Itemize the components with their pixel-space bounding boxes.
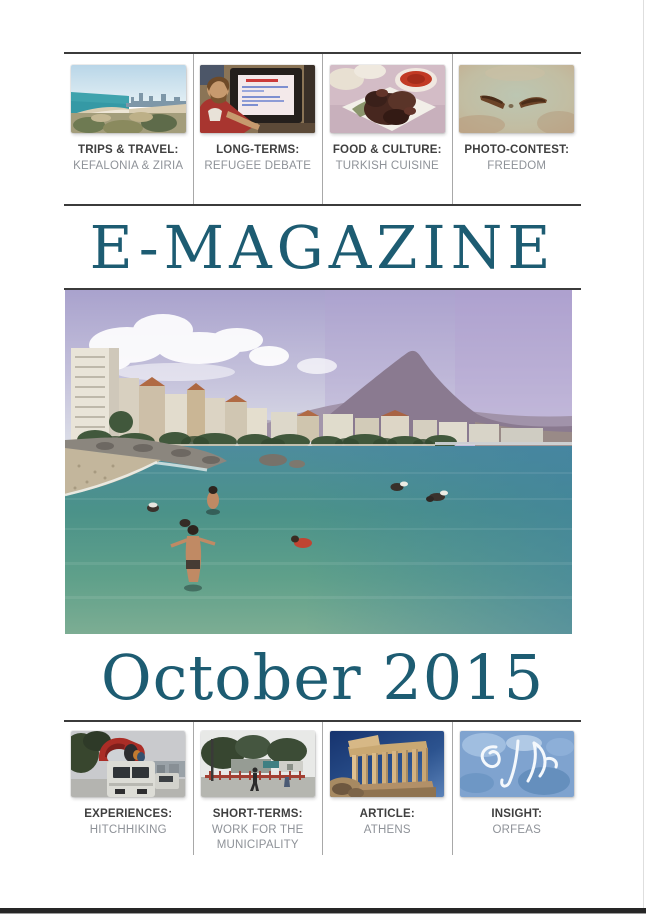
feature-long-terms: [193, 54, 323, 204]
computer-photo-illustration: [200, 65, 315, 133]
issue-block: [64, 634, 581, 720]
thumbnail-kefalonia-photo: [71, 65, 186, 133]
feature-category: ARTICLE:: [359, 808, 415, 820]
van-photo-illustration: [71, 731, 185, 797]
masthead: [64, 206, 581, 288]
feature-food-culture: [322, 54, 452, 204]
feature-photo-contest: [452, 54, 582, 204]
feature-category: PHOTO-CONTEST:: [464, 144, 570, 156]
feature-category: TRIPS & TRAVEL:: [77, 144, 179, 156]
thumbnail-athens-photo: [330, 731, 444, 797]
top-margin: [64, 0, 581, 52]
thumbnail-hitchhiking-photo: [71, 731, 185, 797]
street-photo-illustration: [201, 731, 315, 797]
viewer-right-edge-line: [643, 0, 644, 914]
feature-topic: WORK FOR THE MUNICIPALITY: [211, 824, 304, 851]
feature-experiences: [64, 722, 193, 855]
feature-topic: TURKISH CUISINE: [335, 160, 439, 172]
feature-topic: ATHENS: [363, 824, 411, 836]
thumbnail-municipality-photo: [201, 731, 315, 797]
parthenon-photo-illustration: [330, 731, 444, 797]
cover-photo-seaside-bay: [65, 290, 572, 634]
feature-category: LONG-TERMS:: [216, 144, 300, 156]
feature-topic: FREEDOM: [487, 160, 547, 172]
thumbnail-freedom-photo: [459, 65, 574, 133]
wings-photo-illustration: [459, 65, 574, 133]
feature-topic: KEFALONIA & ZIRIA: [73, 160, 184, 172]
lyre-sketch-illustration: [460, 731, 574, 797]
feature-short-terms: [193, 722, 323, 855]
magazine-title: E-MAGAZINE: [89, 212, 556, 282]
thumbnail-refugee-debate-photo: [200, 65, 315, 133]
coast-photo-illustration: [71, 65, 186, 133]
feature-insight: [452, 722, 582, 855]
feature-topic: REFUGEE DEBATE: [204, 160, 312, 172]
bottom-features-row: [64, 722, 581, 855]
feature-article: [322, 722, 452, 855]
cover-content: [64, 0, 581, 855]
feature-category: FOOD & CULTURE:: [332, 144, 442, 156]
thumbnail-orfeas-photo: [460, 731, 574, 797]
feature-topic: HITCHHIKING: [89, 824, 167, 836]
feature-topic: ORFEAS: [492, 824, 541, 836]
feature-category: INSIGHT:: [491, 808, 543, 820]
feature-category: EXPERIENCES:: [84, 808, 173, 820]
thumbnail-turkish-cuisine-photo: [330, 65, 445, 133]
top-features-row: [64, 54, 581, 204]
seaside-photo-illustration: [65, 290, 572, 634]
feature-category: SHORT-TERMS:: [212, 808, 303, 820]
feature-trips-travel: [64, 54, 193, 204]
food-photo-illustration: [330, 65, 445, 133]
issue-date: October 2015: [100, 640, 545, 714]
